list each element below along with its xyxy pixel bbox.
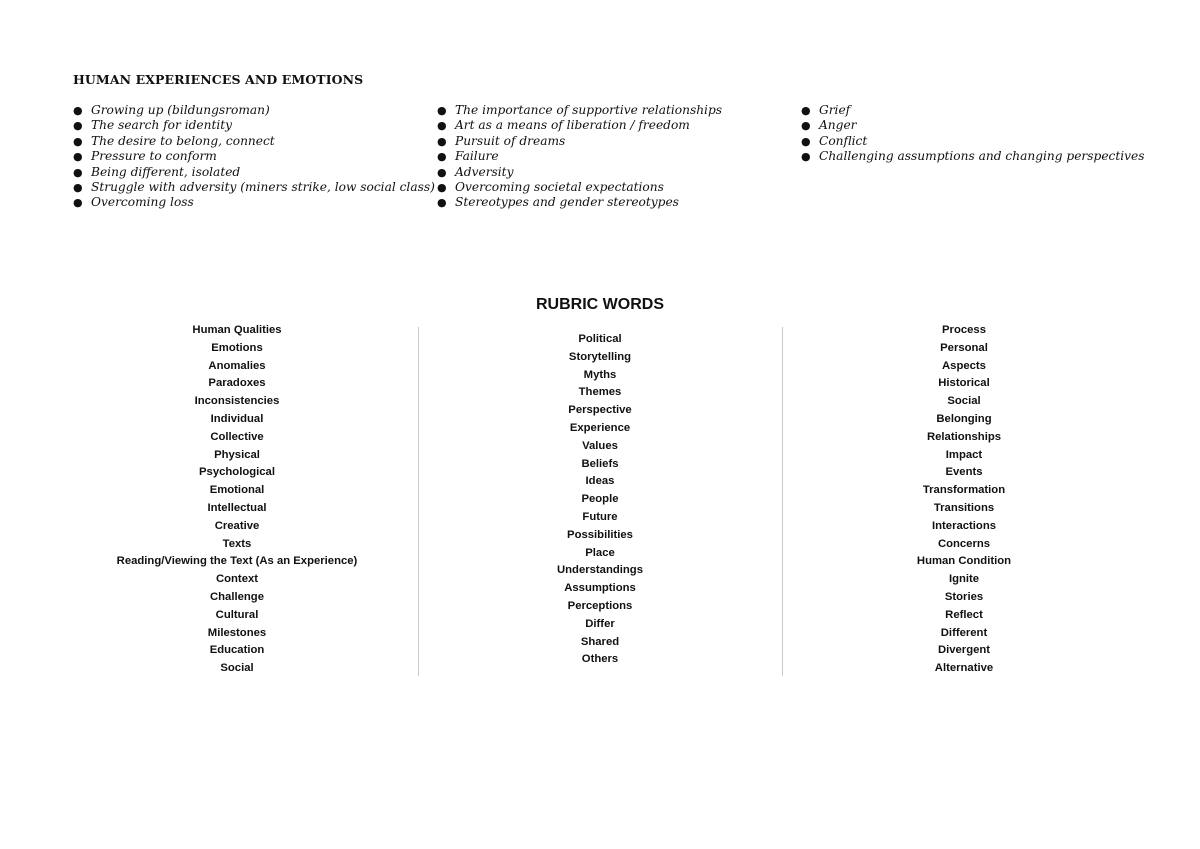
theme-item-text: The desire to belong, connect	[91, 133, 275, 148]
theme-item-text: Anger	[819, 118, 857, 133]
rubric-column-1	[56, 322, 418, 678]
rubric-word: Future	[582, 510, 618, 523]
theme-item-text: Grief	[819, 103, 851, 117]
theme-item-text: Pursuit of dreams	[455, 133, 566, 148]
bullet-icon: ●	[437, 180, 447, 194]
rubric-word: Concerns	[937, 537, 991, 550]
theme-item-text: Struggle with adversity (miners strike, low social class)	[91, 179, 435, 194]
rubric-word: Interactions	[931, 519, 997, 532]
theme-item-text: Overcoming societal expectations	[455, 179, 664, 194]
theme-item	[73, 195, 435, 210]
theme-item-text: Art as a means of liberation / freedom	[455, 118, 690, 133]
theme-item-text: Being different, isolated	[91, 164, 241, 179]
rubric-word: Differ	[585, 617, 615, 630]
rubric-word: Social	[947, 395, 981, 408]
rubric-word: Paradoxes	[208, 377, 266, 390]
rubric-word: Alternative	[934, 662, 994, 675]
rubric-word: Others	[581, 653, 619, 666]
rubric-word: Experience	[569, 421, 631, 434]
theme-item	[437, 103, 722, 118]
rubric-title: RUBRIC WORDS	[536, 296, 664, 313]
theme-item	[437, 180, 722, 195]
theme-item	[73, 180, 435, 195]
rubric-word: Texts	[222, 537, 252, 550]
theme-item	[73, 165, 435, 180]
rubric-word: Creative	[214, 519, 260, 532]
bullet-icon: ●	[437, 165, 447, 179]
rubric-word: Psychological	[199, 466, 275, 479]
bullet-icon: ●	[801, 134, 811, 148]
rubric-word: Understandings	[557, 564, 643, 577]
theme-item	[437, 118, 722, 133]
rubric-word: Place	[585, 546, 615, 559]
rubric-word: Historical	[938, 377, 990, 390]
theme-item-text: Stereotypes and gender stereotypes	[455, 195, 679, 210]
rubric-word: Challenge	[210, 590, 264, 603]
rubric-word: Perceptions	[567, 599, 633, 612]
rubric-word: Stories	[944, 590, 984, 603]
rubric-word: Divergent	[937, 644, 991, 657]
theme-item	[437, 149, 722, 164]
rubric-word: Process	[942, 324, 986, 336]
theme-item-text: Failure	[455, 149, 499, 164]
rubric-word: Different	[940, 626, 988, 639]
rubric-word: Aspects	[942, 359, 986, 372]
theme-item	[801, 118, 1145, 133]
rubric-word: Ideas	[585, 475, 615, 488]
theme-item	[73, 103, 435, 118]
section-heading: HUMAN EXPERIENCES AND EMOTIONS	[73, 72, 364, 87]
bullet-icon: ●	[73, 196, 83, 210]
rubric-word: Personal	[940, 341, 988, 354]
rubric-column-2	[419, 331, 781, 669]
bullet-icon: ●	[801, 150, 811, 164]
bullet-icon: ●	[437, 119, 447, 133]
rubric-word: Ignite	[948, 573, 980, 586]
rubric-word: Human Qualities	[192, 324, 282, 336]
theme-item	[801, 149, 1145, 164]
rubric-word: Individual	[210, 412, 264, 425]
rubric-word: Political	[578, 333, 622, 345]
bullet-icon: ●	[73, 165, 83, 179]
rubric-word: Collective	[210, 430, 264, 443]
theme-item	[73, 149, 435, 164]
theme-item-text: Adversity	[455, 164, 514, 179]
rubric-word: Anomalies	[208, 359, 266, 372]
rubric-word: Events	[945, 466, 983, 479]
bullet-icon: ●	[437, 196, 447, 210]
rubric-word: Emotional	[209, 484, 265, 497]
rubric-word: Reading/Viewing the Text (As an Experience)	[116, 555, 358, 568]
theme-item-text: Challenging assumptions and changing perspectives	[819, 149, 1145, 164]
rubric-word: People	[581, 493, 619, 506]
rubric-word: Shared	[580, 635, 620, 648]
theme-item-text: The search for identity	[91, 118, 233, 133]
theme-item	[801, 134, 1145, 149]
bullet-icon: ●	[73, 180, 83, 194]
theme-item-text: Overcoming loss	[91, 195, 194, 210]
rubric-word: Transformation	[922, 484, 1006, 497]
theme-item	[437, 195, 722, 210]
bullet-icon: ●	[437, 104, 447, 117]
rubric-word: Assumptions	[564, 582, 636, 595]
rubric-word: Milestones	[207, 626, 267, 639]
rubric-word: Values	[582, 439, 618, 452]
theme-item-text: Conflict	[819, 133, 868, 148]
rubric-word: Education	[209, 644, 265, 657]
rubric-word: Beliefs	[581, 457, 619, 470]
bullet-icon: ●	[73, 150, 83, 164]
bullet-icon: ●	[437, 150, 447, 164]
rubric-word: Reflect	[945, 608, 983, 621]
theme-item-text: Growing up (bildungsroman)	[91, 103, 270, 117]
rubric-word: Physical	[214, 448, 260, 461]
rubric-word: Relationships	[926, 430, 1002, 443]
rubric-word: Context	[215, 573, 259, 586]
themes-list-column-3	[801, 103, 1145, 165]
rubric-word: Emotions	[211, 341, 263, 354]
theme-item-text: Pressure to conform	[91, 149, 217, 164]
rubric-word: Themes	[578, 386, 622, 399]
theme-item	[801, 103, 1145, 118]
theme-item	[73, 134, 435, 149]
theme-item	[437, 165, 722, 180]
bullet-icon: ●	[73, 119, 83, 133]
bullet-icon: ●	[437, 134, 447, 148]
bullet-icon: ●	[801, 104, 811, 117]
rubric-word: Myths	[583, 368, 617, 381]
rubric-word: Belonging	[936, 412, 992, 425]
theme-item	[437, 134, 722, 149]
rubric-word: Transitions	[933, 501, 995, 514]
themes-list-column-2	[437, 103, 722, 211]
rubric-column-3	[783, 322, 1145, 678]
rubric-word: Intellectual	[207, 501, 267, 514]
rubric-word: Social	[220, 662, 254, 675]
rubric-word: Perspective	[568, 404, 632, 417]
rubric-word: Human Condition	[916, 555, 1012, 568]
rubric-word: Impact	[945, 448, 983, 461]
theme-item-text: The importance of supportive relationships	[455, 103, 723, 117]
themes-list-column-1	[73, 103, 435, 211]
bullet-icon: ●	[801, 119, 811, 133]
bullet-icon: ●	[73, 104, 83, 117]
rubric-word: Inconsistencies	[194, 395, 280, 408]
rubric-word: Cultural	[215, 608, 259, 621]
bullet-icon: ●	[73, 134, 83, 148]
rubric-word: Storytelling	[568, 350, 632, 363]
theme-item	[73, 118, 435, 133]
rubric-word: Possibilities	[567, 528, 633, 541]
